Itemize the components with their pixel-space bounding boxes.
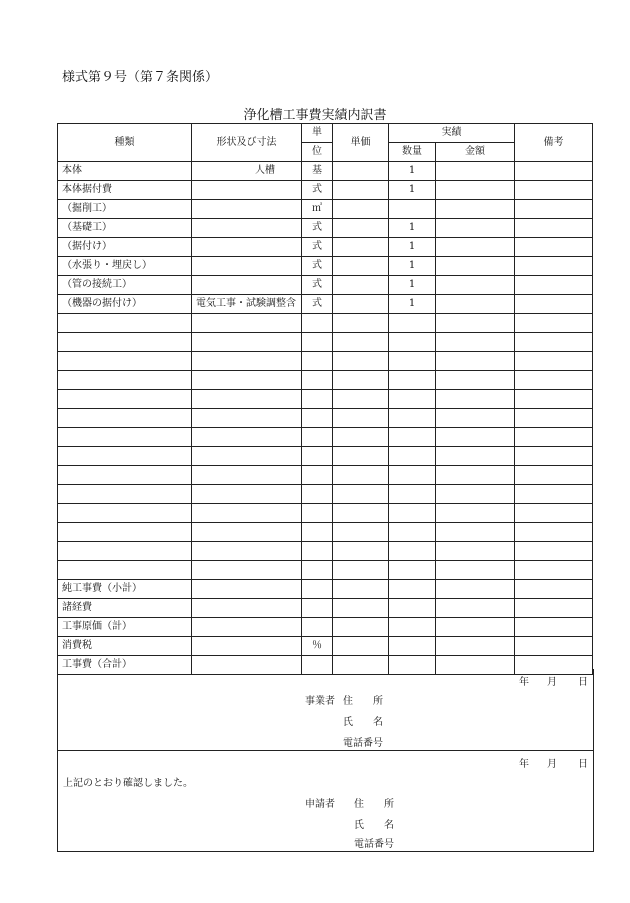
row-unit-price-cell: [333, 523, 389, 542]
row-shape-cell: [192, 314, 302, 333]
row-amount-cell: [436, 314, 515, 333]
row-type-cell: 工事費（合計）: [58, 656, 192, 675]
row-shape-cell: [192, 523, 302, 542]
row-unit-price-cell: [333, 219, 389, 238]
row-type-cell: [58, 314, 192, 333]
column-header-unit-top: 単: [302, 124, 333, 143]
table-row: [58, 257, 593, 276]
row-type-cell: [58, 409, 192, 428]
row-quantity-cell: [389, 599, 436, 618]
row-unit-cell: [302, 390, 333, 409]
cost-breakdown-table: [57, 123, 593, 675]
row-remarks-cell: [515, 371, 593, 390]
row-remarks-cell: [515, 295, 593, 314]
row-quantity-cell: [389, 485, 436, 504]
row-unit-price-cell: [333, 162, 389, 181]
row-unit-cell: [302, 504, 333, 523]
row-unit-cell: [302, 523, 333, 542]
row-unit-cell: 基: [302, 162, 333, 181]
row-amount-cell: [436, 409, 515, 428]
row-remarks-cell: [515, 162, 593, 181]
row-unit-cell: [302, 542, 333, 561]
row-unit-price-cell: [333, 276, 389, 295]
row-remarks-cell: [515, 523, 593, 542]
table-row: [58, 599, 593, 618]
row-shape-cell: [192, 447, 302, 466]
row-unit-price-cell: [333, 333, 389, 352]
row-amount-cell: [436, 276, 515, 295]
row-shape-cell: [192, 542, 302, 561]
contractor-year-label: 年: [519, 677, 529, 688]
row-unit-cell: [302, 371, 333, 390]
row-shape-cell: [192, 276, 302, 295]
row-unit-price-cell: [333, 352, 389, 371]
row-remarks-cell: [515, 181, 593, 200]
row-quantity-cell: [389, 352, 436, 371]
column-header-quantity: 数量: [389, 143, 436, 162]
applicant-year-label: 年: [519, 759, 529, 770]
row-unit-cell: 式: [302, 238, 333, 257]
row-unit-price-cell: [333, 561, 389, 580]
row-quantity-cell: 1: [389, 219, 436, 238]
row-quantity-cell: [389, 428, 436, 447]
row-unit-cell: 式: [302, 181, 333, 200]
row-unit-cell: [302, 352, 333, 371]
contractor-block: [57, 669, 594, 751]
row-type-cell: （基礎工）: [58, 219, 192, 238]
row-unit-cell: [302, 599, 333, 618]
applicant-month-label: 月: [547, 759, 557, 770]
row-remarks-cell: [515, 618, 593, 637]
row-type-cell: 純工事費（小計）: [58, 580, 192, 599]
row-amount-cell: [436, 523, 515, 542]
row-remarks-cell: [515, 447, 593, 466]
table-row: [58, 504, 593, 523]
row-unit-cell: ㎥: [302, 200, 333, 219]
row-remarks-cell: [515, 314, 593, 333]
row-remarks-cell: [515, 352, 593, 371]
table-row: [58, 295, 593, 314]
row-shape-cell: [192, 580, 302, 599]
row-unit-cell: [302, 428, 333, 447]
row-amount-cell: [436, 295, 515, 314]
row-shape-cell: [192, 200, 302, 219]
row-unit-price-cell: [333, 447, 389, 466]
row-type-cell: [58, 542, 192, 561]
row-unit-price-cell: [333, 200, 389, 219]
table-row: [58, 352, 593, 371]
row-type-cell: （掘削工）: [58, 200, 192, 219]
applicant-role-label: 申請者: [305, 799, 335, 810]
row-unit-price-cell: [333, 637, 389, 656]
contractor-month-label: 月: [547, 677, 557, 688]
row-remarks-cell: [515, 599, 593, 618]
row-unit-price-cell: [333, 580, 389, 599]
row-type-cell: [58, 428, 192, 447]
row-quantity-cell: [389, 314, 436, 333]
contractor-address-label: 住 所: [343, 696, 383, 707]
row-quantity-cell: [389, 409, 436, 428]
row-amount-cell: [436, 181, 515, 200]
table-row: [58, 181, 593, 200]
row-shape-cell: [192, 333, 302, 352]
row-remarks-cell: [515, 390, 593, 409]
row-amount-cell: [436, 466, 515, 485]
row-quantity-cell: 1: [389, 162, 436, 181]
row-quantity-cell: [389, 371, 436, 390]
row-quantity-cell: [389, 561, 436, 580]
row-unit-cell: [302, 314, 333, 333]
row-amount-cell: [436, 238, 515, 257]
row-type-cell: （据付け）: [58, 238, 192, 257]
row-amount-cell: [436, 257, 515, 276]
row-type-cell: [58, 371, 192, 390]
row-amount-cell: [436, 447, 515, 466]
row-remarks-cell: [515, 561, 593, 580]
row-remarks-cell: [515, 637, 593, 656]
row-unit-cell: [302, 618, 333, 637]
row-type-cell: 諸経費: [58, 599, 192, 618]
row-shape-cell: [192, 257, 302, 276]
column-header-amount: 金額: [436, 143, 515, 162]
row-unit-cell: [302, 485, 333, 504]
row-quantity-cell: [389, 523, 436, 542]
row-remarks-cell: [515, 428, 593, 447]
row-shape-cell: [192, 238, 302, 257]
table-row: [58, 371, 593, 390]
row-type-cell: 本体据付費: [58, 181, 192, 200]
row-type-cell: （機器の据付け）: [58, 295, 192, 314]
row-shape-cell: [192, 466, 302, 485]
row-unit-price-cell: [333, 181, 389, 200]
row-remarks-cell: [515, 200, 593, 219]
row-type-cell: [58, 504, 192, 523]
row-shape-cell: [192, 428, 302, 447]
table-row: [58, 276, 593, 295]
row-unit-price-cell: [333, 390, 389, 409]
row-quantity-cell: [389, 390, 436, 409]
row-shape-cell: 人槽: [192, 162, 302, 181]
row-type-cell: 消費税: [58, 637, 192, 656]
row-unit-price-cell: [333, 295, 389, 314]
row-remarks-cell: [515, 485, 593, 504]
row-unit-price-cell: [333, 618, 389, 637]
row-amount-cell: [436, 371, 515, 390]
row-quantity-cell: [389, 580, 436, 599]
row-quantity-cell: [389, 542, 436, 561]
row-shape-cell: [192, 599, 302, 618]
row-type-cell: [58, 561, 192, 580]
row-type-cell: [58, 352, 192, 371]
row-remarks-cell: [515, 409, 593, 428]
row-amount-cell: [436, 162, 515, 181]
row-amount-cell: [436, 599, 515, 618]
applicant-name-label: 氏 名: [354, 820, 394, 831]
table-row: [58, 447, 593, 466]
applicant-phone-label: 電話番号: [354, 839, 394, 850]
table-row: [58, 219, 593, 238]
row-unit-price-cell: [333, 314, 389, 333]
row-unit-price-cell: [333, 371, 389, 390]
row-unit-cell: 式: [302, 219, 333, 238]
row-type-cell: 工事原価（計）: [58, 618, 192, 637]
row-shape-cell: [192, 390, 302, 409]
row-unit-price-cell: [333, 238, 389, 257]
table-row: [58, 580, 593, 599]
row-type-cell: [58, 447, 192, 466]
applicant-day-label: 日: [578, 759, 588, 770]
row-remarks-cell: [515, 276, 593, 295]
row-remarks-cell: [515, 219, 593, 238]
table-row: [58, 523, 593, 542]
row-quantity-cell: 1: [389, 276, 436, 295]
row-amount-cell: [436, 352, 515, 371]
row-amount-cell: [436, 485, 515, 504]
row-unit-price-cell: [333, 428, 389, 447]
table-row: [58, 466, 593, 485]
row-quantity-cell: 1: [389, 257, 436, 276]
row-amount-cell: [436, 333, 515, 352]
confirmation-text: 上記のとおり確認しました。: [63, 778, 193, 789]
table-row: [58, 428, 593, 447]
column-header-unit-bottom: 位: [302, 143, 333, 162]
table-row: [58, 542, 593, 561]
row-amount-cell: [436, 542, 515, 561]
table-row: [58, 162, 593, 181]
row-amount-cell: [436, 637, 515, 656]
row-remarks-cell: [515, 504, 593, 523]
column-header-shape: 形状及び寸法: [192, 124, 302, 162]
row-unit-price-cell: [333, 599, 389, 618]
row-quantity-cell: [389, 504, 436, 523]
row-unit-price-cell: [333, 542, 389, 561]
table-row: [58, 618, 593, 637]
row-quantity-cell: 1: [389, 295, 436, 314]
row-unit-price-cell: [333, 257, 389, 276]
row-unit-cell: [302, 409, 333, 428]
row-amount-cell: [436, 428, 515, 447]
row-quantity-cell: [389, 637, 436, 656]
row-shape-cell: [192, 409, 302, 428]
row-type-cell: [58, 485, 192, 504]
contractor-phone-label: 電話番号: [343, 738, 383, 749]
row-remarks-cell: [515, 238, 593, 257]
applicant-block: [57, 751, 594, 852]
row-unit-price-cell: [333, 485, 389, 504]
table-row: [58, 561, 593, 580]
row-quantity-cell: [389, 447, 436, 466]
row-amount-cell: [436, 219, 515, 238]
row-unit-cell: [302, 447, 333, 466]
row-shape-cell: [192, 371, 302, 390]
row-unit-cell: [302, 333, 333, 352]
row-unit-price-cell: [333, 466, 389, 485]
row-type-cell: [58, 333, 192, 352]
table-row: [58, 200, 593, 219]
table-row: [58, 333, 593, 352]
contractor-role-label: 事業者: [305, 696, 335, 707]
row-type-cell: （管の接続工）: [58, 276, 192, 295]
document-title: 浄化槽工事費実績内訳書: [243, 108, 387, 123]
form-number: 様式第９号（第７条関係）: [62, 70, 219, 85]
row-remarks-cell: [515, 257, 593, 276]
row-shape-cell: [192, 618, 302, 637]
column-header-unit-price: 単価: [333, 124, 389, 162]
row-amount-cell: [436, 561, 515, 580]
table-row: [58, 637, 593, 656]
table-row: [58, 485, 593, 504]
row-unit-cell: [302, 466, 333, 485]
row-unit-cell: 式: [302, 276, 333, 295]
row-remarks-cell: [515, 333, 593, 352]
row-quantity-cell: [389, 466, 436, 485]
row-quantity-cell: [389, 200, 436, 219]
row-amount-cell: [436, 390, 515, 409]
row-remarks-cell: [515, 466, 593, 485]
row-remarks-cell: [515, 580, 593, 599]
row-type-cell: [58, 523, 192, 542]
row-unit-cell: ％: [302, 637, 333, 656]
row-unit-cell: [302, 561, 333, 580]
row-shape-cell: 電気工事・試験調整含: [192, 295, 302, 314]
row-unit-cell: 式: [302, 257, 333, 276]
row-quantity-cell: 1: [389, 238, 436, 257]
row-type-cell: 本体: [58, 162, 192, 181]
row-quantity-cell: 1: [389, 181, 436, 200]
row-shape-cell: [192, 181, 302, 200]
row-type-cell: [58, 390, 192, 409]
row-quantity-cell: [389, 333, 436, 352]
applicant-address-label: 住 所: [354, 799, 394, 810]
row-unit-price-cell: [333, 504, 389, 523]
table-row: [58, 390, 593, 409]
row-type-cell: [58, 466, 192, 485]
column-header-type: 種類: [58, 124, 192, 162]
row-type-cell: （水張り・埋戻し）: [58, 257, 192, 276]
row-remarks-cell: [515, 542, 593, 561]
row-shape-cell: [192, 504, 302, 523]
contractor-day-label: 日: [578, 677, 588, 688]
row-amount-cell: [436, 200, 515, 219]
row-shape-cell: [192, 352, 302, 371]
table-row: [58, 409, 593, 428]
row-unit-cell: 式: [302, 295, 333, 314]
header-row-1: [58, 124, 593, 143]
row-shape-cell: [192, 637, 302, 656]
row-shape-cell: [192, 485, 302, 504]
row-amount-cell: [436, 504, 515, 523]
contractor-name-label: 氏 名: [343, 717, 383, 728]
column-header-remarks: 備考: [515, 124, 593, 162]
table-row: [58, 238, 593, 257]
row-shape-cell: [192, 561, 302, 580]
row-shape-cell: [192, 219, 302, 238]
table-row: [58, 314, 593, 333]
row-quantity-cell: [389, 618, 436, 637]
row-amount-cell: [436, 580, 515, 599]
column-header-actual: 実績: [389, 124, 515, 143]
row-unit-cell: [302, 580, 333, 599]
row-unit-price-cell: [333, 409, 389, 428]
row-amount-cell: [436, 618, 515, 637]
